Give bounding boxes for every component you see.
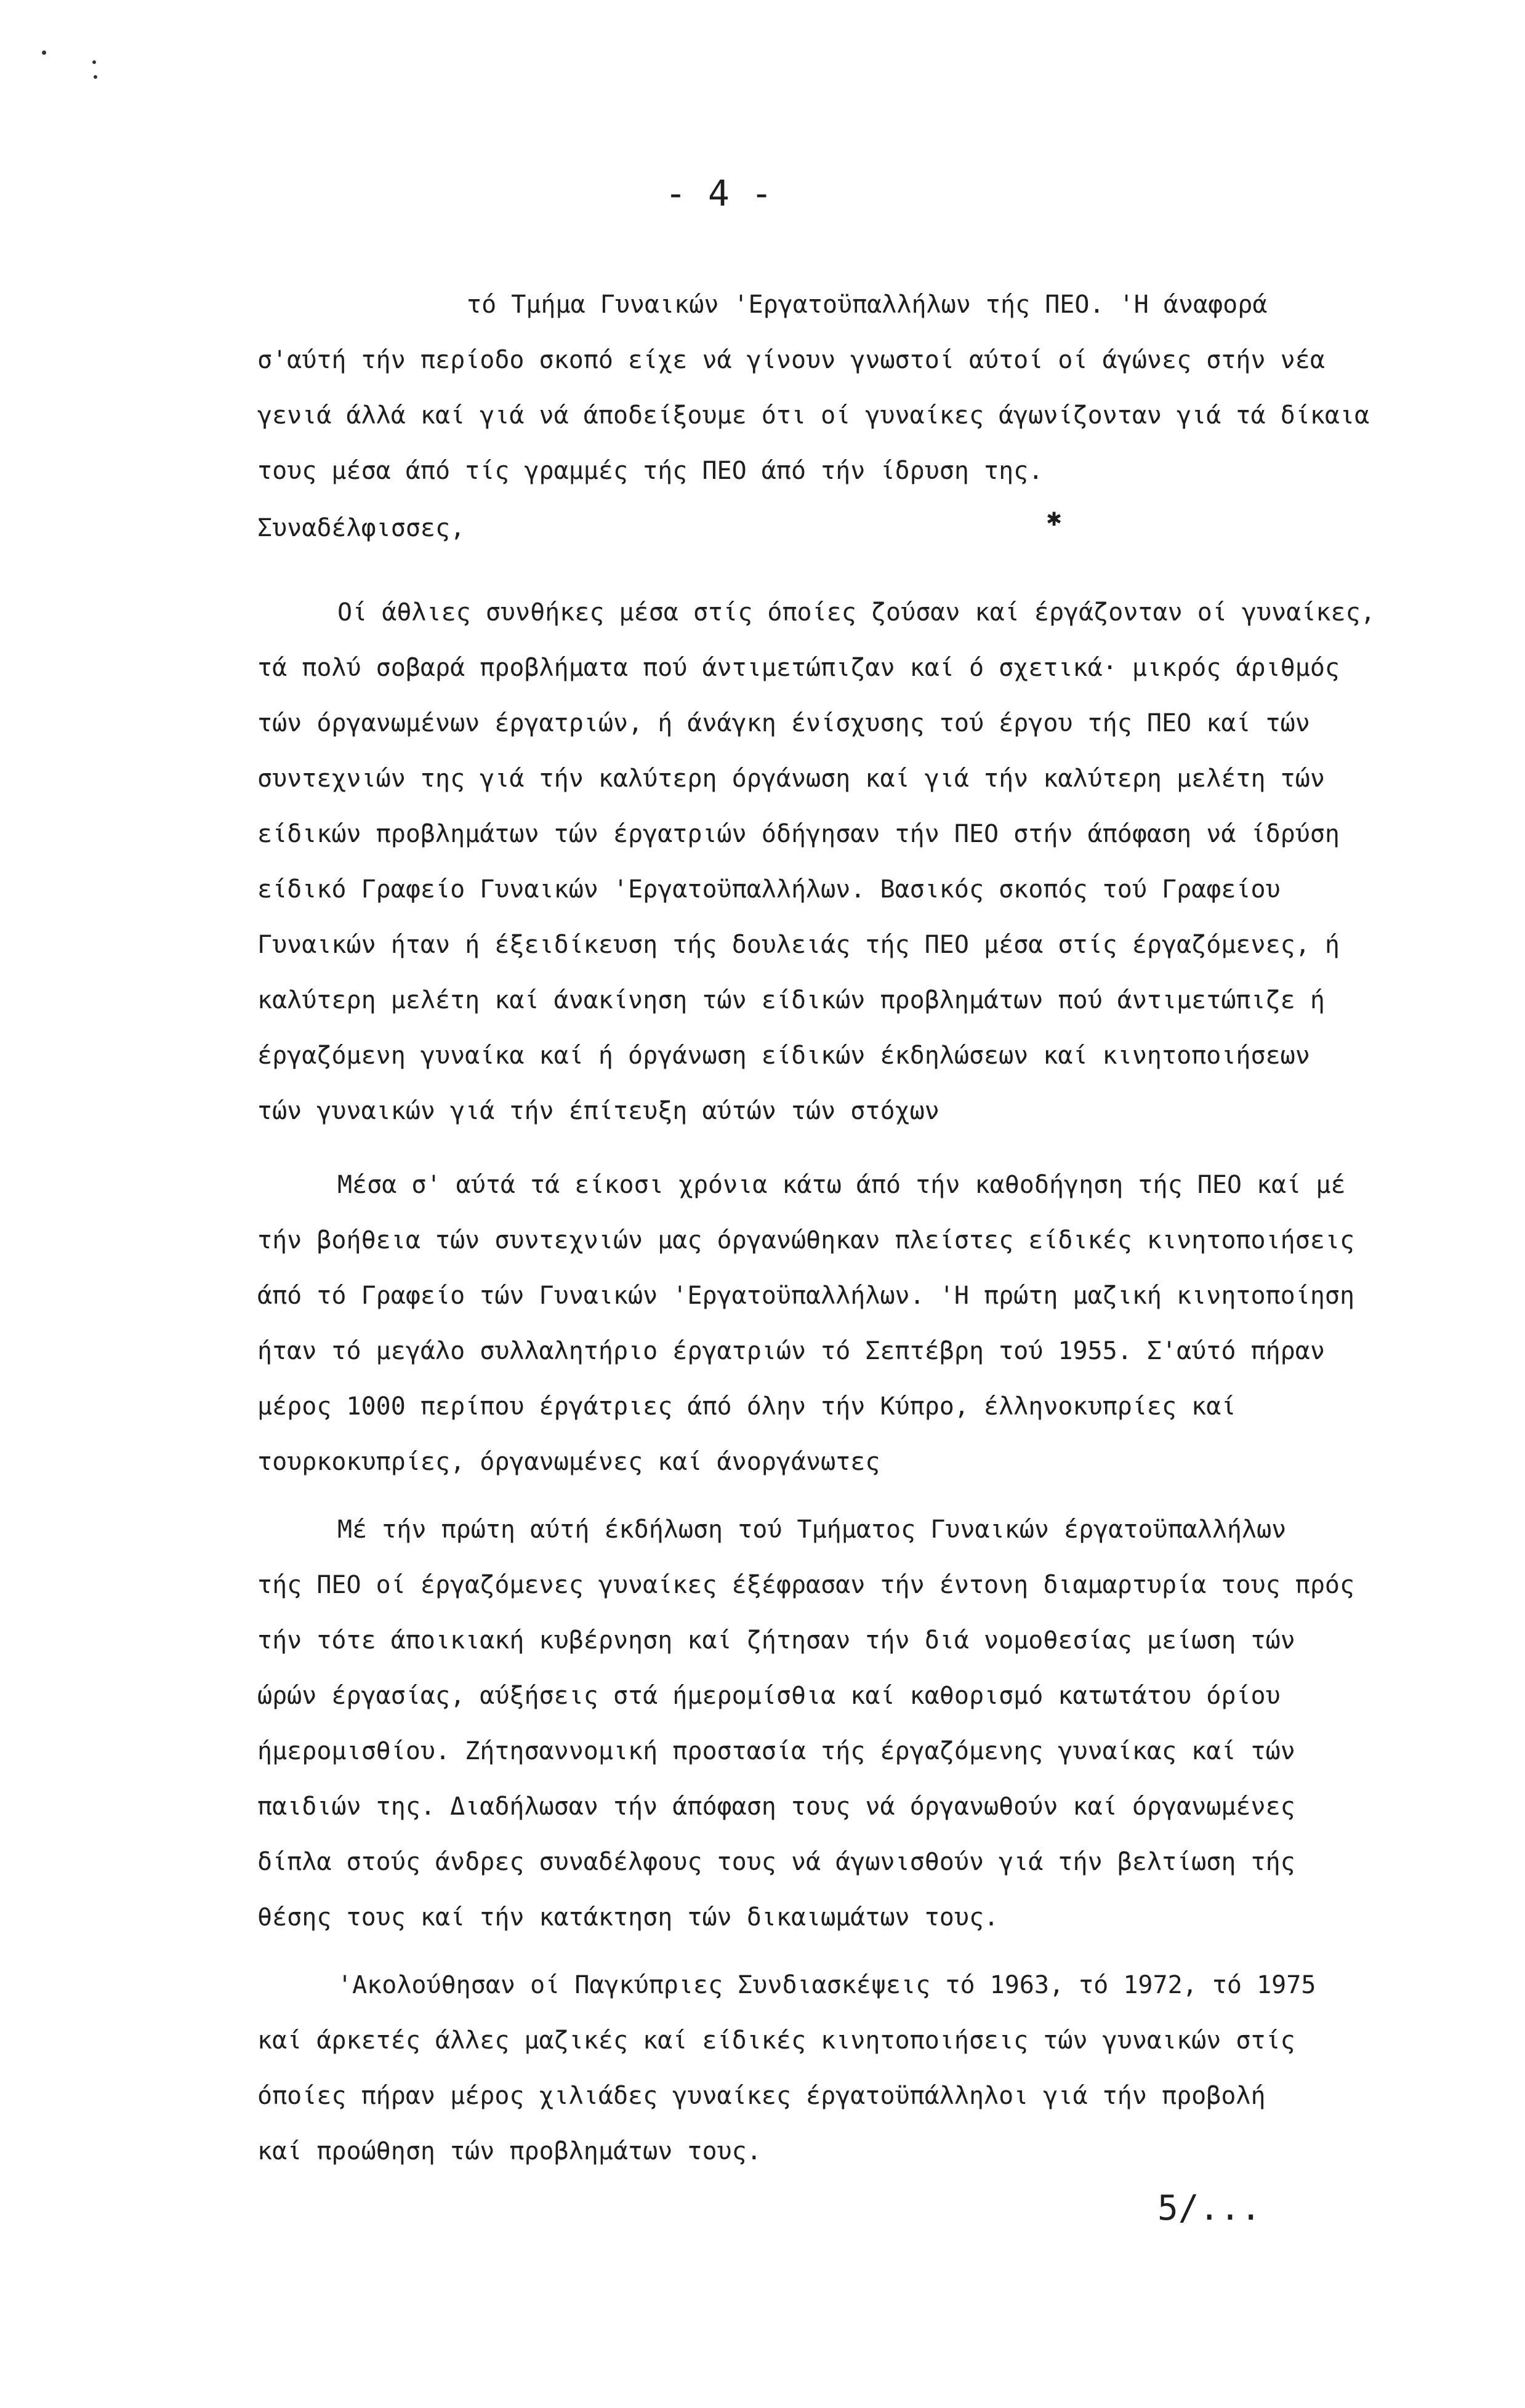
scan-speck: [92, 60, 96, 64]
paragraph-office-founding: [257, 585, 1439, 1139]
paragraph-conferences: [257, 1957, 1439, 2179]
text-line: τών όργανωμένων έργατριών, ή άνάγκη ένίσχυσης τού έργου τής ΠΕΟ καί τών: [257, 709, 1310, 737]
text-line: 'Ακολούθησαν οί Παγκύπριες Συνδιασκέψεις τό 1963, τό 1972, τό 1975: [337, 1971, 1316, 1999]
text-line: Μέσα σ' αύτά τά είκοσι χρόνια κάτω άπό τήν καθοδήγηση τής ΠΕΟ καί μέ: [337, 1171, 1346, 1199]
text-line: Γυναικών ήταν ή έξειδίκευση τής δουλειάς τής ΠΕΟ μέσα στίς έργαζόμενες, ή: [257, 931, 1340, 959]
text-line: τουρκοκυπρίες, όργανωμένες καί άνοργάνωτες: [257, 1448, 880, 1476]
scan-speck: [42, 50, 46, 55]
text-line: σ'αύτή τήν περίοδο σκοπό είχε νά γίνουν γνωστοί αύτοί οί άγώνες στήν νέα: [257, 346, 1325, 374]
text-line: είδικών προβλημάτων τών έργατριών όδήγησαν τήν ΠΕΟ στήν άπόφαση νά ίδρύση: [257, 820, 1340, 848]
text-line: τήν τότε άποικιακή κυβέρνηση καί ζήτησαν τήν διά νομοθεσίας μείωση τών: [257, 1626, 1295, 1655]
text-line: όποίες πήραν μέρος χιλιάδες γυναίκες έργατοϋπάλληλοι γιά τήν προβολή: [257, 2082, 1266, 2110]
text-line: ήμερομισθίου. Ζήτησαννομική προστασία τής έργαζόμενης γυναίκας καί τών: [257, 1737, 1295, 1765]
continuation-marker: 5/...: [1157, 2188, 1261, 2228]
scan-speck: [94, 75, 97, 79]
text-line: έργαζόμενη γυναίκα καί ή όργάνωση είδικών έκδηλώσεων καί κινητοποιήσεων: [257, 1041, 1310, 1070]
text-line: άπό τό Γραφείο τών Γυναικών 'Εργατοϋπαλλήλων. 'Η πρώτη μαζική κινητοποίηση: [257, 1282, 1355, 1310]
paragraph-intro: [257, 277, 1439, 499]
text-line: παιδιών της. Διαδήλωσαν τήν άπόφαση τους νά όργανωθούν καί όργανωμένες: [257, 1792, 1295, 1821]
text-line: συντεχνιών της γιά τήν καλύτερη όργάνωση καί γιά τήν καλύτερη μελέτη τών: [257, 765, 1325, 793]
text-line: θέσης τους καί τήν κατάκτηση τών δικαιωμάτων τους.: [257, 1903, 999, 1932]
text-line: τήν βοήθεια τών συντεχνιών μας όργανώθηκαν πλείστες είδικές κινητοποιήσεις: [257, 1226, 1355, 1254]
text-line: είδικό Γραφείο Γυναικών 'Εργατοϋπαλλήλων. Βασικός σκοπός τού Γραφείου: [257, 875, 1281, 904]
text-line: Μέ τήν πρώτη αύτή έκδήλωση τού Τμήματος Γυναικών έργατοϋπαλλήλων: [337, 1515, 1287, 1544]
text-line: καί προώθηση τών προβλημάτων τους.: [257, 2137, 762, 2165]
text-line: τους μέσα άπό τίς γραμμές τής ΠΕΟ άπό τήν ίδρυση της.: [257, 457, 1044, 485]
text-line: τής ΠΕΟ οί έργαζόμενες γυναίκες έξέφρασαν τήν έντονη διαμαρτυρία τους πρός: [257, 1571, 1355, 1599]
text-line: Οί άθλιες συνθήκες μέσα στίς όποίες ζούσαν καί έργάζονταν οί γυναίκες,: [337, 598, 1375, 627]
text-line: τών γυναικών γιά τήν έπίτευξη αύτών τών στόχων: [257, 1097, 940, 1125]
paragraph-mobilizations: [257, 1157, 1439, 1490]
text-line: δίπλα στούς άνδρες συναδέλφους τους νά άγωνισθούν γιά τήν βελτίωση τής: [257, 1848, 1295, 1876]
text-line: καλύτερη μελέτη καί άνακίνηση τών είδικών προβλημάτων πού άντιμετώπιζε ή: [257, 986, 1325, 1014]
page-number: - 4 -: [665, 172, 773, 214]
text-line: μέρος 1000 περίπου έργάτριες άπό όλην τήν Κύπρο, έλληνοκυπρίες καί: [257, 1392, 1236, 1421]
text-line: ήταν τό μεγάλο συλλαλητήριο έργατριών τό Σεπτέβρη τού 1955. Σ'αύτό πήραν: [257, 1337, 1325, 1365]
text-line: καί άρκετές άλλες μαζικές καί είδικές κινητοποιήσεις τών γυναικών στίς: [257, 2026, 1295, 2055]
text-line: ώρών έργασίας, αύξήσεις στά ήμερομίσθια καί καθορισμό κατωτάτου όρίου: [257, 1682, 1281, 1710]
margin-mark: ✱: [1047, 504, 1062, 532]
text-line: τό Τμήμα Γυναικών 'Εργατοϋπαλλήλων τής ΠΕΟ. 'Η άναφορά: [467, 291, 1268, 319]
paragraph-first-event: [257, 1502, 1439, 1945]
text-line: γενιά άλλά καί γιά νά άποδείξουμε ότι οί γυναίκες άγωνίζονταν γιά τά δίκαια: [257, 401, 1370, 430]
text-line: τά πολύ σοβαρά προβλήματα πού άντιμετώπιζαν καί ό σχετικά· μικρός άριθμός: [257, 654, 1340, 682]
salutation: Συναδέλφισσες,: [257, 514, 465, 542]
